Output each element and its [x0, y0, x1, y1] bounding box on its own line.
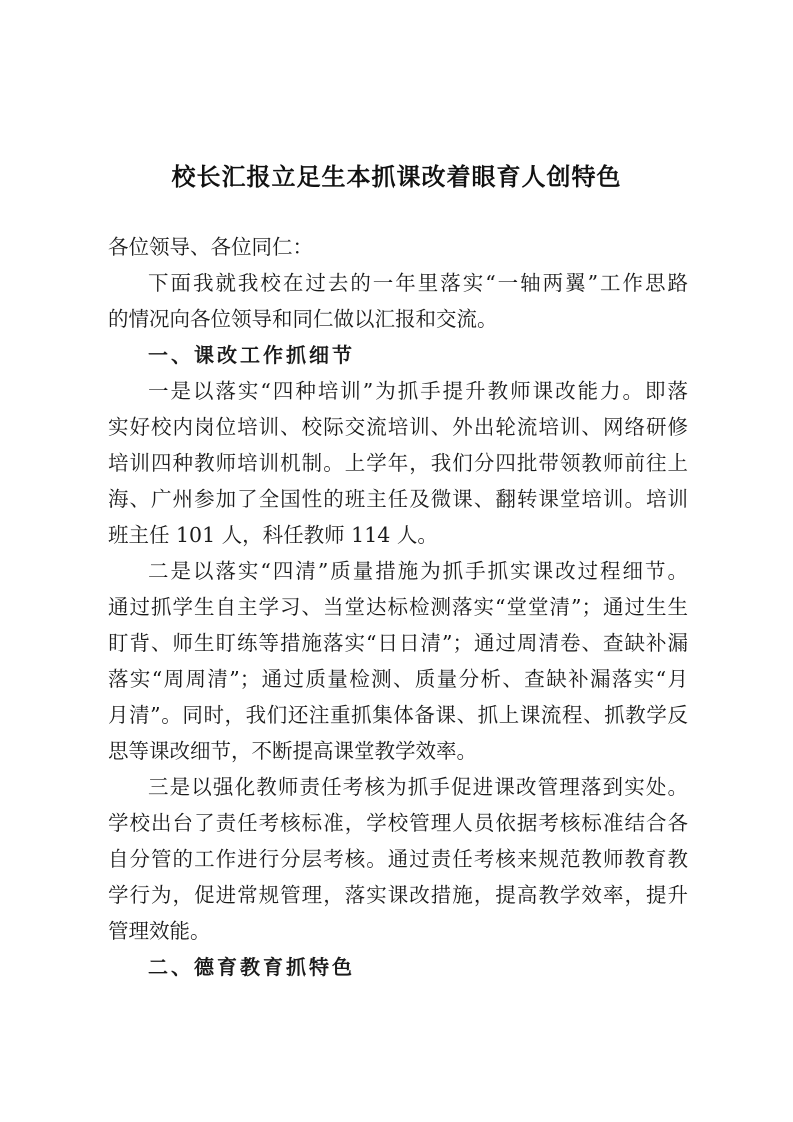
section1-paragraph-2 — [108, 553, 688, 769]
paragraph-line: 班主任 101 人，科任教师 114 人。 — [108, 523, 438, 547]
paragraph-line: 学校出台了责任考核标准，学校管理人员依据考核标准结合各 — [108, 811, 688, 835]
paragraph-line: 下面我就我校在过去的一年里落实“一轴两翼”工作思路 — [148, 271, 688, 295]
paragraph-line: 月清”。同时，我们还注重抓集体备课、抓上课流程、抓教学反 — [108, 703, 688, 727]
paragraph-line: 自分管的工作进行分层考核。通过责任考核来规范教师教育教 — [108, 847, 688, 871]
paragraph-line: 海、广州参加了全国性的班主任及微课、翻转课堂培训。培训 — [108, 487, 688, 511]
document-title: 校长汇报立足生本抓课改着眼育人创特色 — [171, 163, 622, 191]
paragraph-line: 一是以落实“四种培训”为抓手提升教师课改能力。即落 — [148, 379, 688, 403]
section-heading-2: 二、德育教育抓特色 — [148, 955, 355, 979]
paragraph-line: 学行为，促进常规管理，落实课改措施，提高教学效率，提升 — [108, 883, 688, 907]
intro-paragraph — [108, 265, 688, 337]
paragraph-line: 三是以强化教师责任考核为抓手促进课改管理落到实处。 — [148, 775, 688, 799]
salutation: 各位领导、各位同仁： — [108, 235, 313, 259]
paragraph-line: 落实“周周清”；通过质量检测、质量分析、查缺补漏落实“月 — [108, 667, 688, 691]
document-body — [108, 229, 688, 985]
paragraph-line: 培训四种教师培训机制。上学年，我们分四批带领教师前往上 — [108, 451, 688, 475]
paragraph-line: 实好校内岗位培训、校际交流培训、外出轮流培训、网络研修 — [108, 415, 688, 439]
paragraph-line: 二是以落实“四清”质量措施为抓手抓实课改过程细节。 — [148, 559, 688, 583]
paragraph-line: 思等课改细节，不断提高课堂教学效率。 — [108, 739, 477, 763]
section-heading-1: 一、课改工作抓细节 — [148, 343, 355, 367]
paragraph-line: 通过抓学生自主学习、当堂达标检测落实“堂堂清”；通过生生 — [108, 595, 688, 619]
paragraph-line: 盯背、师生盯练等措施落实“日日清”；通过周清卷、查缺补漏 — [108, 631, 688, 655]
section1-paragraph-1 — [108, 373, 688, 553]
section1-paragraph-3 — [108, 769, 688, 949]
paragraph-line: 的情况向各位领导和同仁做以汇报和交流。 — [108, 307, 498, 331]
paragraph-line: 管理效能。 — [108, 919, 211, 943]
